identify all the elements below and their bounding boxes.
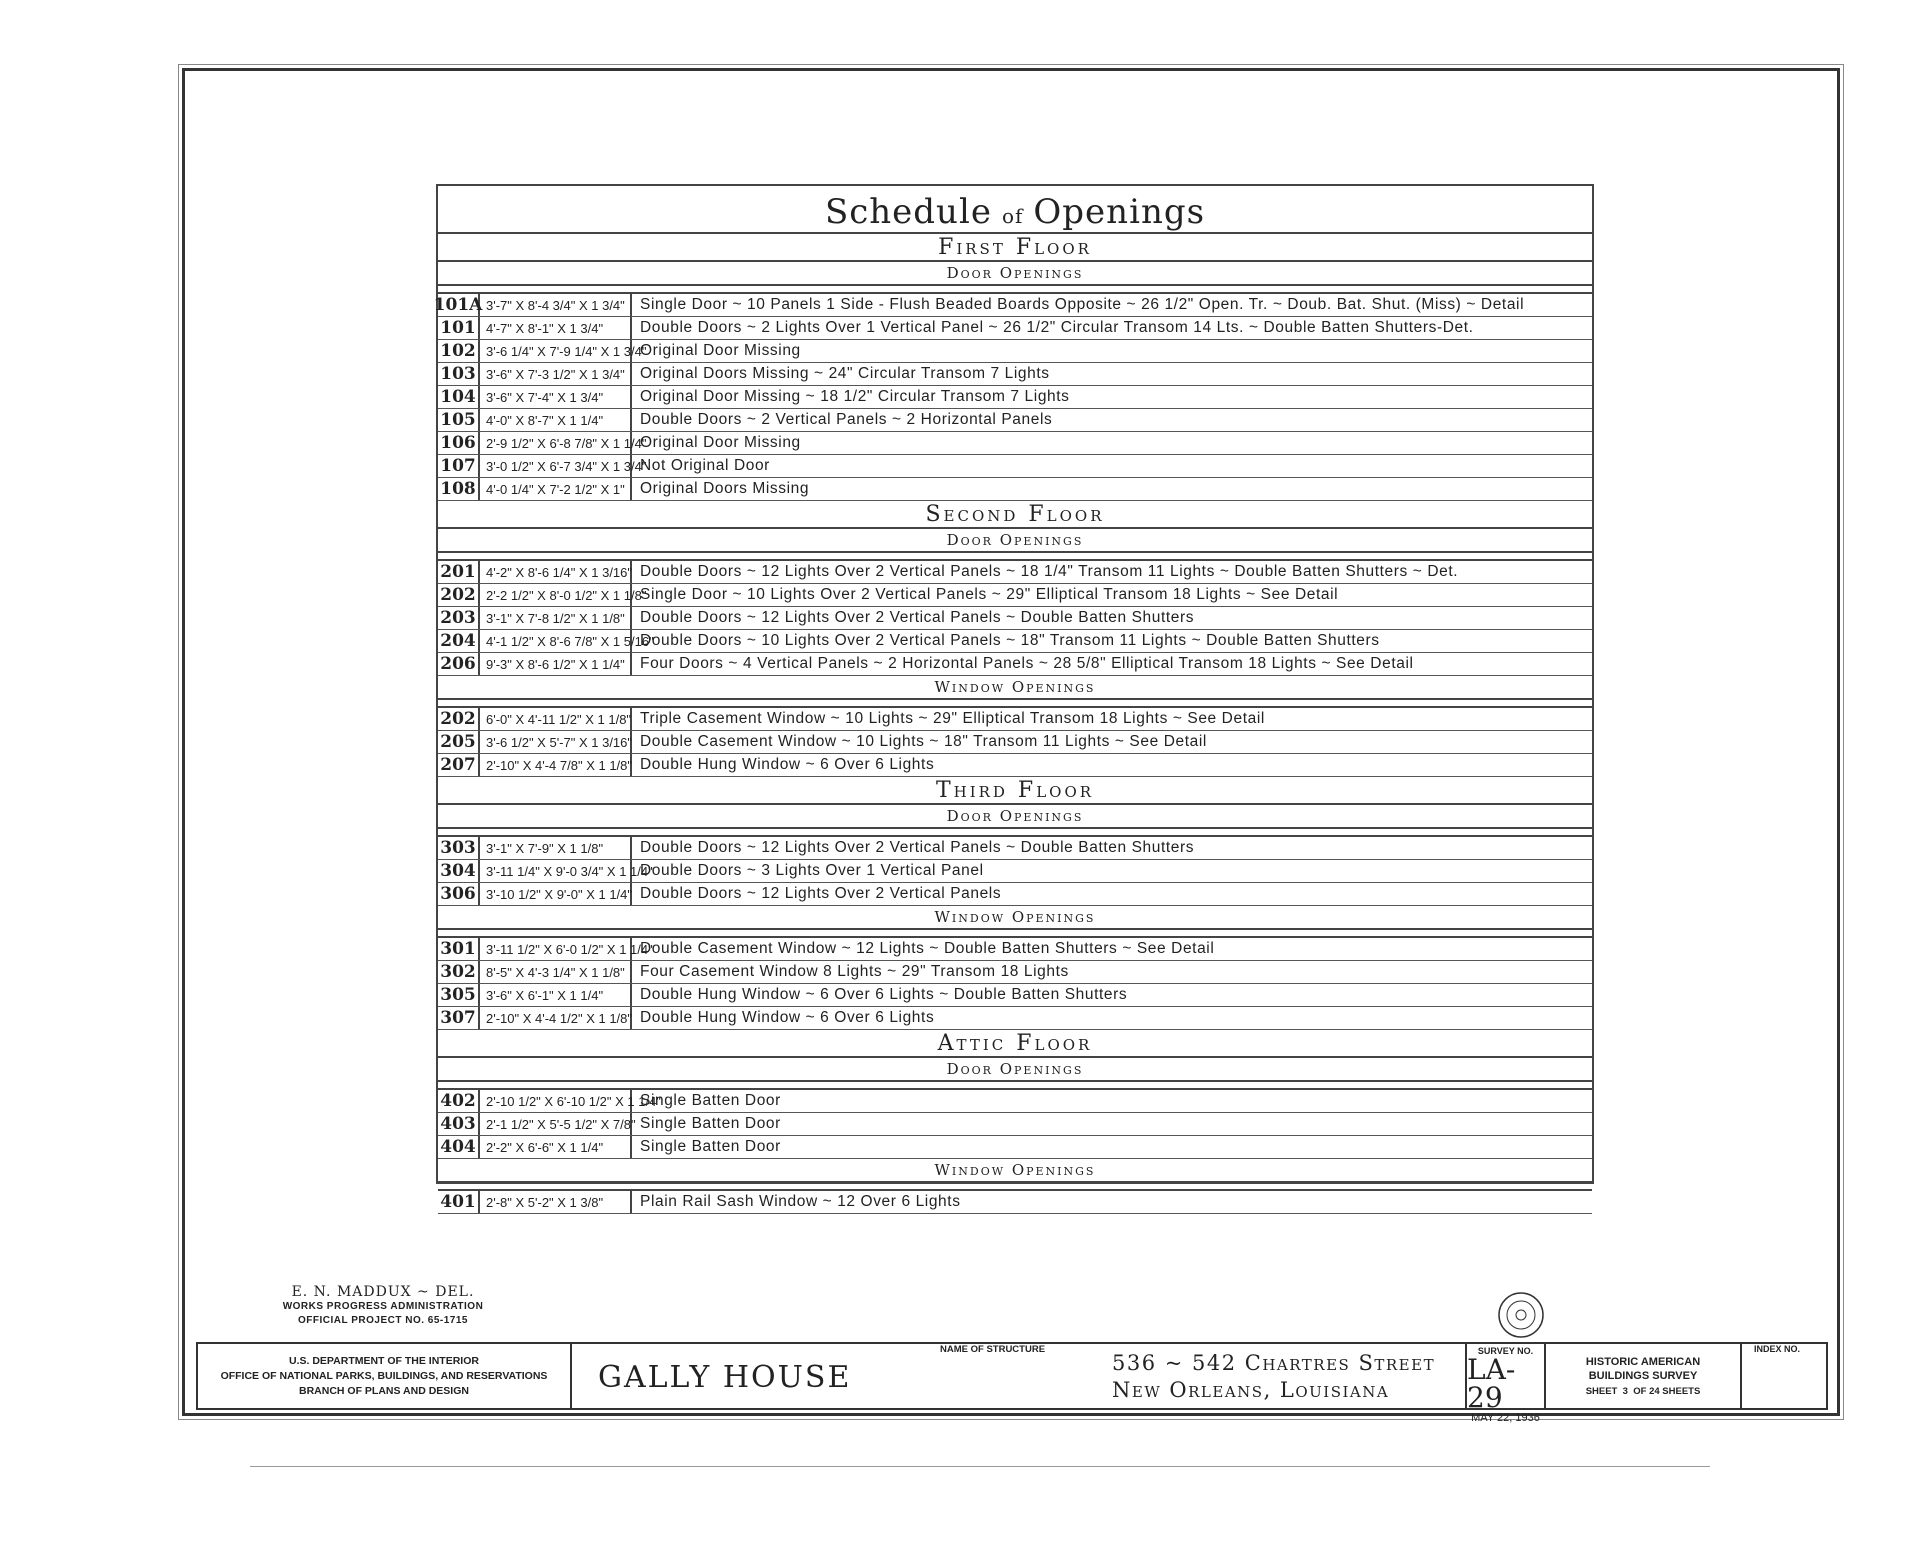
opening-number: 107 — [438, 455, 480, 477]
opening-number: 401 — [438, 1191, 480, 1213]
opening-group-heading: Door Openings — [438, 1058, 1592, 1082]
opening-size: 2'-1 1/2" X 5'-5 1/2" X 7/8" — [480, 1113, 632, 1135]
opening-number: 202 — [438, 708, 480, 730]
opening-size: 2'-10 1/2" X 6'-10 1/2" X 1 1/4" — [480, 1090, 632, 1112]
opening-group-heading: Door Openings — [438, 529, 1592, 553]
table-row — [438, 754, 1592, 777]
opening-size: 3'-10 1/2" X 9'-0" X 1 1/4" — [480, 883, 632, 905]
table-row — [438, 938, 1592, 961]
opening-size: 2'-10" X 4'-4 7/8" X 1 1/8" — [480, 754, 632, 776]
table-row — [438, 1113, 1592, 1136]
opening-description: Double Hung Window ~ 6 Over 6 Lights — [640, 756, 935, 773]
opening-size: 3'-6" X 6'-1" X 1 1/4" — [480, 984, 632, 1006]
opening-size: 9'-3" X 8'-6 1/2" X 1 1/4" — [480, 653, 632, 675]
opening-size: 3'-1" X 7'-9" X 1 1/8" — [480, 837, 632, 859]
table-row — [438, 961, 1592, 984]
schedule-of-openings-table — [433, 184, 1594, 1212]
opening-size: 2'-10" X 4'-4 1/2" X 1 1/8" — [480, 1007, 632, 1029]
schedule-floors — [433, 234, 1592, 1214]
title-block — [196, 1342, 1828, 1424]
opening-size: 3'-1" X 7'-8 1/2" X 1 1/8" — [480, 607, 632, 629]
opening-description: Double Doors ~ 2 Vertical Panels ~ 2 Horizontal Panels — [640, 411, 1053, 428]
opening-description: Triple Casement Window ~ 10 Lights ~ 29" Elliptical Transom 18 Lights ~ See Detail — [640, 710, 1265, 727]
opening-size: 2'-2 1/2" X 8'-0 1/2" X 1 1/8" — [480, 584, 632, 606]
address-line-2: New Orleans, Louisiana — [1112, 1378, 1390, 1402]
opening-number: 402 — [438, 1090, 480, 1112]
opening-size: 4'-2" X 8'-6 1/4" X 1 3/16" — [480, 561, 632, 583]
table-row — [438, 607, 1592, 630]
sheet-suffix: SHEETS — [1662, 1386, 1701, 1397]
table-row — [438, 837, 1592, 860]
table-row — [438, 455, 1592, 478]
opening-description: Original Doors Missing — [640, 480, 810, 497]
opening-description: Double Doors ~ 10 Lights Over 2 Vertical Panels ~ 18" Transom 11 Lights ~ Double Batten Shutters — [640, 632, 1380, 649]
table-row — [438, 363, 1592, 386]
wpa-credit: WORKS PROGRESS ADMINISTRATION — [282, 1301, 484, 1312]
table-row — [433, 294, 1592, 317]
agency-cell — [198, 1344, 572, 1408]
table-row — [438, 1007, 1592, 1030]
structure-cell — [572, 1344, 1467, 1408]
opening-size: 4'-1 1/2" X 8'-6 7/8" X 1 5/16" — [480, 630, 632, 652]
table-row — [438, 478, 1592, 501]
opening-number: 307 — [438, 1007, 480, 1029]
opening-size: 3'-6" X 7'-3 1/2" X 1 3/4" — [480, 363, 632, 385]
sheet-total: 24 — [1649, 1386, 1660, 1397]
opening-number: 104 — [438, 386, 480, 408]
table-row — [438, 1090, 1592, 1113]
opening-size: 6'-0" X 4'-11 1/2" X 1 1/8" — [480, 708, 632, 730]
opening-size: 8'-5" X 4'-3 1/4" X 1 1/8" — [480, 961, 632, 983]
table-row — [438, 860, 1592, 883]
table-row — [438, 731, 1592, 754]
index-number-label: INDEX NO. — [1754, 1344, 1801, 1354]
opening-description: Double Casement Window ~ 12 Lights ~ Double Batten Shutters ~ See Detail — [640, 940, 1215, 957]
opening-description: Single Batten Door — [640, 1092, 781, 1109]
opening-number: 206 — [438, 653, 480, 675]
table-row — [438, 1191, 1592, 1214]
credits-block — [272, 1284, 494, 1328]
opening-size: 4'-0 1/4" X 7'-2 1/2" X 1" — [480, 478, 632, 500]
survey-number-label: SURVEY NO. — [1477, 1346, 1534, 1356]
opening-description: Double Hung Window ~ 6 Over 6 Lights — [640, 1009, 935, 1026]
index-cell — [1742, 1344, 1826, 1408]
opening-number: 202 — [438, 584, 480, 606]
opening-number: 103 — [438, 363, 480, 385]
opening-description: Single Batten Door — [640, 1138, 781, 1155]
group-spacer-row — [438, 930, 1592, 938]
table-row — [438, 653, 1592, 676]
schedule-title-of: of — [1001, 204, 1024, 228]
floor-heading: First Floor — [438, 234, 1592, 262]
delineator-credit: E. N. MADDUX ~ DEL. — [291, 1284, 475, 1300]
opening-size: 3'-6 1/4" X 7'-9 1/4" X 1 3/4" — [480, 340, 632, 362]
survey-seal-icon — [1496, 1290, 1546, 1340]
opening-group-heading: Door Openings — [438, 805, 1592, 829]
opening-number: 201 — [438, 561, 480, 583]
opening-description: Double Doors ~ 12 Lights Over 2 Vertical Panels ~ Double Batten Shutters — [640, 839, 1195, 856]
opening-size: 2'-2" X 6'-6" X 1 1/4" — [480, 1136, 632, 1158]
group-spacer-row — [438, 700, 1592, 708]
sheet-prefix: SHEET — [1585, 1386, 1618, 1397]
opening-number: 205 — [438, 731, 480, 753]
table-row — [438, 561, 1592, 584]
opening-group-heading: Window Openings — [438, 906, 1592, 930]
table-row — [438, 386, 1592, 409]
schedule-title — [438, 186, 1592, 234]
opening-description: Double Doors ~ 12 Lights Over 2 Vertical Panels ~ 18 1/4" Transom 11 Lights ~ Double Batten Shutters ~ Det. — [640, 563, 1459, 580]
survey-number: LA-29 — [1467, 1353, 1516, 1414]
sheet-of: OF — [1633, 1386, 1647, 1397]
group-spacer-row — [438, 1082, 1592, 1090]
opening-description: Original Door Missing — [640, 342, 801, 359]
table-row — [438, 584, 1592, 607]
opening-group-heading: Window Openings — [438, 676, 1592, 700]
table-row — [438, 340, 1592, 363]
table-row — [438, 630, 1592, 653]
project-number: OFFICIAL PROJECT NO. 65-1715 — [298, 1315, 468, 1326]
opening-size: 3'-0 1/2" X 6'-7 3/4" X 1 3/4" — [480, 455, 632, 477]
opening-number: 404 — [438, 1136, 480, 1158]
opening-size: 3'-7" X 8'-4 3/4" X 1 3/4" — [480, 294, 632, 316]
opening-number: 106 — [438, 432, 480, 454]
opening-number: 301 — [438, 938, 480, 960]
opening-description: Original Door Missing ~ 18 1/2" Circular Transom 7 Lights — [640, 388, 1070, 405]
sheet-number: 3 — [1622, 1386, 1628, 1397]
bottom-rule — [250, 1466, 1710, 1467]
opening-size: 2'-8" X 5'-2" X 1 3/8" — [480, 1191, 632, 1213]
survey-date: MAY 22, 1936 — [1471, 1412, 1540, 1424]
group-spacer-row — [438, 286, 1592, 294]
opening-number: 305 — [438, 984, 480, 1006]
agency-line-3: BRANCH OF PLANS AND DESIGN — [299, 1384, 469, 1397]
opening-size: 3'-11 1/2" X 6'-0 1/2" X 1 1/4" — [480, 938, 632, 960]
group-spacer-row — [438, 829, 1592, 837]
opening-description: Double Doors ~ 3 Lights Over 1 Vertical Panel — [640, 862, 984, 879]
opening-size: 4'-7" X 8'-1" X 1 3/4" — [480, 317, 632, 339]
habs-cell — [1546, 1344, 1742, 1408]
name-of-structure-label: NAME OF STRUCTURE — [940, 1344, 1046, 1355]
opening-number: 101A — [433, 295, 483, 315]
table-row — [438, 432, 1592, 455]
address-line-1: 536 ~ 542 Chartres Street — [1112, 1351, 1436, 1375]
floor-heading: Second Floor — [438, 501, 1592, 529]
opening-description: Single Door ~ 10 Panels 1 Side - Flush Beaded Boards Opposite ~ 26 1/2" Open. Tr. ~ Doub. Bat. Shut. (Miss) ~ Detail — [640, 296, 1525, 313]
opening-description: Not Original Door — [640, 457, 770, 474]
opening-description: Double Doors ~ 2 Lights Over 1 Vertical Panel ~ 26 1/2" Circular Transom 14 Lts. ~ Double Batten Shutters-Det. — [640, 319, 1474, 336]
opening-group-heading: Door Openings — [438, 262, 1592, 286]
opening-number: 303 — [438, 837, 480, 859]
opening-number: 108 — [438, 478, 480, 500]
table-row — [438, 883, 1592, 906]
opening-number: 207 — [438, 754, 480, 776]
opening-number: 102 — [438, 340, 480, 362]
opening-description: Double Hung Window ~ 6 Over 6 Lights ~ Double Batten Shutters — [640, 986, 1128, 1003]
table-row — [438, 1136, 1592, 1159]
opening-size: 3'-6" X 7'-4" X 1 3/4" — [480, 386, 632, 408]
table-row — [438, 317, 1592, 340]
structure-name: GALLY HOUSE — [598, 1360, 852, 1395]
opening-number: 302 — [438, 961, 480, 983]
opening-number: 204 — [438, 630, 480, 652]
survey-cell — [1467, 1344, 1546, 1424]
table-row — [438, 984, 1592, 1007]
opening-size: 3'-11 1/4" X 9'-0 3/4" X 1 1/4" — [480, 860, 632, 882]
schedule-title-word-2: Openings — [1033, 192, 1206, 232]
opening-number: 403 — [438, 1113, 480, 1135]
opening-number: 101 — [438, 317, 480, 339]
opening-description: Four Casement Window 8 Lights ~ 29" Transom 18 Lights — [640, 963, 1069, 980]
opening-description: Original Doors Missing ~ 24" Circular Transom 7 Lights — [640, 365, 1050, 382]
opening-number: 105 — [438, 409, 480, 431]
floor-heading: Attic Floor — [438, 1030, 1592, 1058]
opening-description: Double Casement Window ~ 10 Lights ~ 18" Transom 11 Lights ~ See Detail — [640, 733, 1207, 750]
opening-description: Single Door ~ 10 Lights Over 2 Vertical Panels ~ 29" Elliptical Transom 18 Lights ~ See Detail — [640, 586, 1339, 603]
sheet-count — [1586, 1386, 1701, 1397]
floor-heading: Third Floor — [438, 777, 1592, 805]
group-spacer-row — [438, 553, 1592, 561]
opening-number: 304 — [438, 860, 480, 882]
opening-description: Double Doors ~ 12 Lights Over 2 Vertical Panels — [640, 885, 1002, 902]
habs-line-1: HISTORIC AMERICAN — [1585, 1356, 1701, 1368]
opening-description: Original Door Missing — [640, 434, 801, 451]
table-row — [438, 708, 1592, 731]
opening-number: 306 — [438, 883, 480, 905]
agency-line-1: U.S. DEPARTMENT OF THE INTERIOR — [289, 1354, 479, 1367]
agency-line-2: OFFICE OF NATIONAL PARKS, BUILDINGS, AND RESERVATIONS — [220, 1369, 548, 1382]
opening-group-heading: Window Openings — [438, 1159, 1592, 1183]
opening-description: Double Doors ~ 12 Lights Over 2 Vertical Panels ~ Double Batten Shutters — [640, 609, 1195, 626]
opening-size: 3'-6 1/2" X 5'-7" X 1 3/16" — [480, 731, 632, 753]
table-row — [438, 409, 1592, 432]
opening-description: Single Batten Door — [640, 1115, 781, 1132]
habs-line-2: BUILDINGS SURVEY — [1588, 1370, 1698, 1382]
opening-description: Plain Rail Sash Window ~ 12 Over 6 Lights — [640, 1193, 961, 1210]
structure-address — [1112, 1350, 1435, 1404]
opening-description: Four Doors ~ 4 Vertical Panels ~ 2 Horizontal Panels ~ 28 5/8" Elliptical Transom 18 Lights ~ See Detail — [640, 655, 1414, 672]
schedule-title-word-1: Schedule — [824, 192, 992, 232]
opening-size: 4'-0" X 8'-7" X 1 1/4" — [480, 409, 632, 431]
group-spacer-row — [438, 1183, 1592, 1191]
opening-number: 203 — [438, 607, 480, 629]
opening-size: 2'-9 1/2" X 6'-8 7/8" X 1 1/4" — [480, 432, 632, 454]
